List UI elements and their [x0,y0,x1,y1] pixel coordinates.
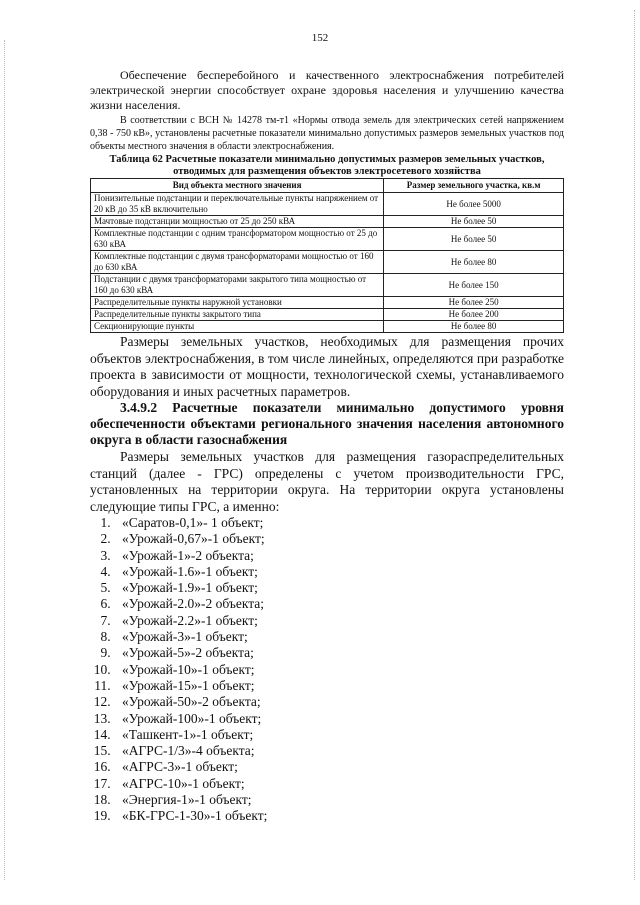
table-row [91,297,564,309]
object-type-cell: Мачтовые подстанции мощностью от 25 до 250 кВА [91,216,384,228]
table-caption: Таблица 62 Расчетные показатели минимально допустимых размеров земельных участков, отводимых для размещения объектов электросетевого хозяйства [109,154,545,177]
scan-edge-right [634,10,636,880]
object-type-cell: Распределительные пункты наружной установки [91,297,384,309]
list-item: 3. «Урожай-1»-2 объекта; [114,548,564,564]
plot-size-cell: Не более 150 [384,274,564,297]
norms-paragraph: В соответствии с ВСН № 14278 тм-т1 «Нормы отвода земель для электрических сетей напряжением 0,38 - 750 кВ», установлены расчетные показатели минимально допустимых размеров земельных участков под объекты местного значения в области электроснабжения. [90,115,564,152]
list-item: 2. «Урожай-0,67»-1 объект; [114,531,564,547]
list-item: 18. «Энергия-1»-1 объект; [114,792,564,808]
plot-size-cell: Не более 50 [384,216,564,228]
section-heading: 3.4.9.2 Расчетные показатели минимально допустимого уровня обеспеченности объектами регионального значения населения автономного округа в области газоснабжения [90,400,564,447]
object-type-cell: Секционирующие пункты [91,321,384,333]
list-item: 19. «БК-ГРС-1-30»-1 объект; [114,808,564,824]
document-body [90,68,564,825]
object-type-cell: Распределительные пункты закрытого типа [91,309,384,321]
list-item: 6. «Урожай-2.0»-2 объекта; [114,596,564,612]
object-type-cell: Подстанции с двумя трансформаторами закрытого типа мощностью от 160 до 630 кВА [91,274,384,297]
list-item: 1. «Саратов-0,1»- 1 объект; [114,515,564,531]
plot-size-cell: Не более 80 [384,251,564,274]
plot-size-cell: Не более 200 [384,309,564,321]
intro-paragraph: Обеспечение бесперебойного и качественного электроснабжения потребителей электрической энергии способствует охране здоровья населения и улучшению качества жизни населения. [90,68,564,112]
table-header-row [91,179,564,193]
list-item: 14. «Ташкент-1»-1 объект; [114,727,564,743]
page-number: 152 [311,32,329,44]
list-item: 15. «АГРС-1/3»-4 объекта; [114,743,564,759]
grs-type-list [90,515,564,825]
plot-size-cell: Не более 5000 [384,193,564,216]
list-item: 10. «Урожай-10»-1 объект; [114,662,564,678]
object-type-cell: Комплектные подстанции с двумя трансформаторами мощностью от 160 до 630 кВА [91,251,384,274]
table-row [91,193,564,216]
table-row [91,274,564,297]
plot-size-cell: Не более 250 [384,297,564,309]
list-item: 9. «Урожай-5»-2 объекта; [114,645,564,661]
list-item: 5. «Урожай-1.9»-1 объект; [114,580,564,596]
list-item: 17. «АГРС-10»-1 объект; [114,776,564,792]
list-item: 11. «Урожай-15»-1 объект; [114,678,564,694]
column-header-plot-size: Размер земельного участка, кв.м [384,179,564,193]
plot-size-cell: Не более 80 [384,321,564,333]
scan-edge-left [4,40,6,880]
table-row [91,251,564,274]
list-item: 16. «АГРС-3»-1 объект; [114,759,564,775]
object-type-cell: Комплектные подстанции с одним трансформатором мощностью от 25 до 630 кВА [91,228,384,251]
paragraph-after-table: Размеры земельных участков, необходимых для размещения прочих объектов электроснабжения, в том числе линейных, определяются при разработке проекта в зависимости от мощности, технологической схемы, устанавливаемого оборудования и иных расчетных параметров. [90,334,564,399]
list-item: 8. «Урожай-3»-1 объект; [114,629,564,645]
table-row [91,228,564,251]
table-row [91,321,564,333]
object-type-cell: Понизительные подстанции и переключательные пункты напряжением от 20 кВ до 35 кВ включительно [91,193,384,216]
column-header-object-type: Вид объекта местного значения [91,179,384,193]
list-item: 7. «Урожай-2.2»-1 объект; [114,613,564,629]
table-row [91,309,564,321]
list-item: 4. «Урожай-1.6»-1 объект; [114,564,564,580]
plot-size-cell: Не более 50 [384,228,564,251]
gas-paragraph: Размеры земельных участков для размещения газораспределительных станций (далее - ГРС) определены с учетом производительности ГРС, установленных на территории округа. На территории округа установлены следующие типы ГРС, а именно: [90,449,564,514]
list-item: 13. «Урожай-100»-1 объект; [114,711,564,727]
list-item: 12. «Урожай-50»-2 объекта; [114,694,564,710]
table-row [91,216,564,228]
land-plot-table [90,178,564,333]
